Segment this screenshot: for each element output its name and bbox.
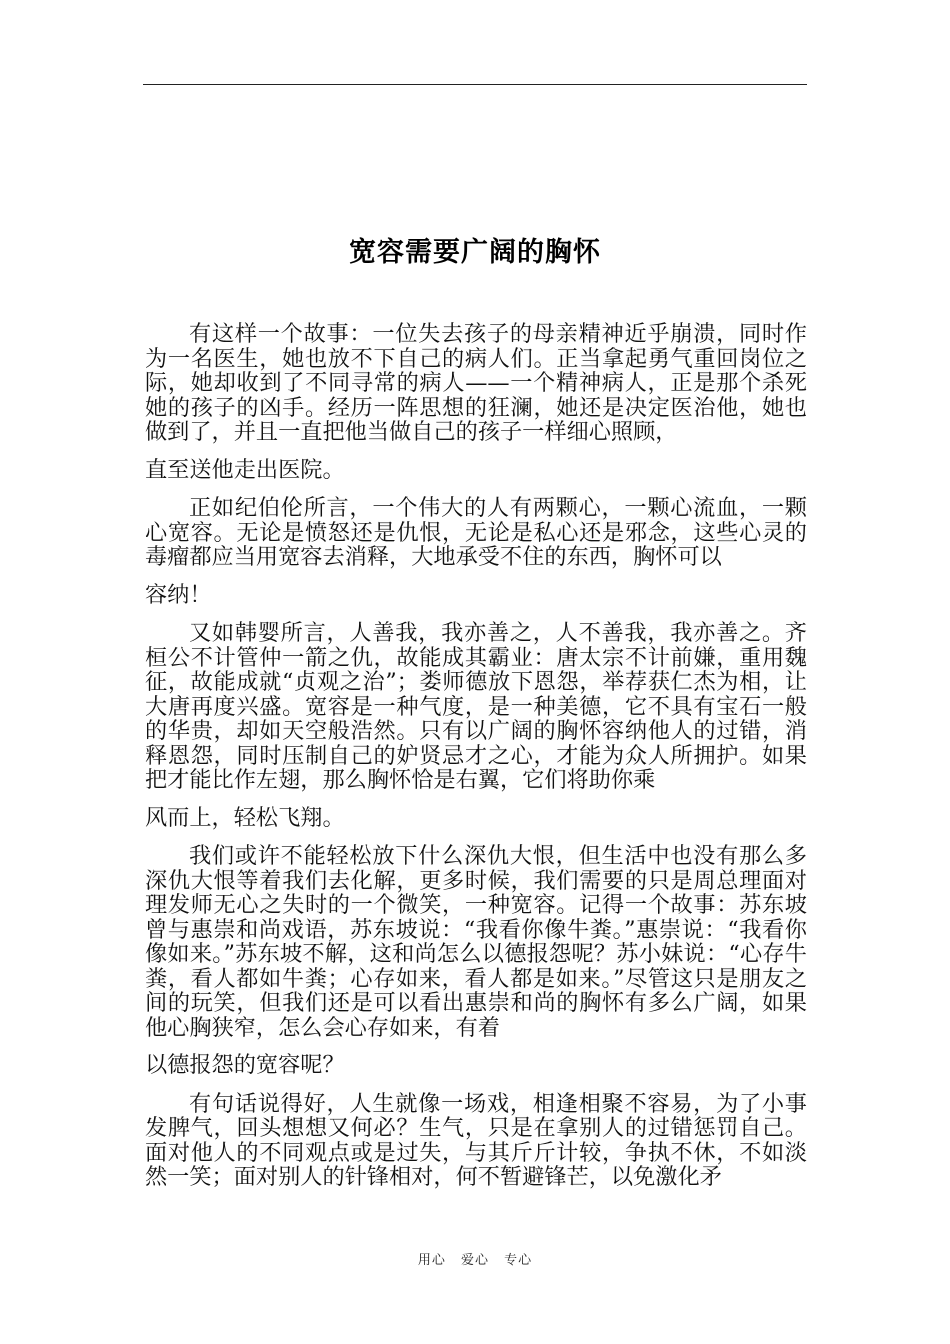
paragraph-5-text: 有句话说得好，人生就像一场戏，相逢相聚不容易，为了小事发脾气，回头想想又何必？生气，只是在拿别人的过错惩罚自己。面对他人的不同观点或是过失，与其斤斤计较，争执不休，不如淡然一笑；面对别人的针锋相对，何不暂避锋芒，以免激化矛 bbox=[145, 1090, 807, 1190]
paragraph-3-text: 又如韩婴所言，人善我，我亦善之，人不善我，我亦善之。齐桓公不计管仲一箭之仇，故能成其霸业：唐太宗不计前嫌，重用魏征，故能成就“贞观之治”；娄师德放下恩怨，举荐获仁杰为相，让大唐再度兴盛。宽容是一种气度，是一种美德，它不具有宝石一般的华贵，却如天空般浩然。只有以广阔的胸怀容纳他人的过错，消释恩怨，同时压制自己的妒贤忌才之心，才能为众人所拥护。如果把才能比作左翅，那么胸怀恰是右翼，它们将助你乘 bbox=[145, 620, 807, 793]
header-rule bbox=[143, 84, 807, 85]
paragraph-1-text: 有这样一个故事：一位失去孩子的母亲精神近乎崩溃，同时作为一名医生，她也放不下自己的病人们。正当拿起勇气重回岗位之际，她却收到了不同寻常的病人——一个精神病人，正是那个杀死她的孩子的凶手。经历一阵思想的狂澜，她还是决定医治他，她也做到了，并且一直把他当做自己的孩子一样细心照顾， bbox=[145, 321, 807, 445]
paragraph-3-last-line: 风而上，轻松飞翔。 bbox=[145, 804, 345, 831]
paragraph-1-last-line: 直至送他走出医院。 bbox=[145, 456, 345, 483]
paragraph-4 bbox=[145, 844, 807, 1078]
paragraph-5 bbox=[145, 1092, 807, 1190]
document-title: 宽容需要广阔的胸怀 bbox=[349, 237, 601, 268]
paragraph-3 bbox=[145, 621, 807, 830]
paragraph-4-last-line: 以德报怨的宽容呢？ bbox=[145, 1052, 345, 1078]
document-body bbox=[145, 322, 807, 1204]
paragraph-2-text: 正如纪伯伦所言，一个伟大的人有两颗心，一颗心流血，一颗心宽容。无论是愤怒还是仇恨，无论是私心还是邪念，这些心灵的毒瘤都应当用宽容去消释，大地承受不住的东西，胸怀可以 bbox=[145, 495, 807, 570]
paragraph-1 bbox=[145, 322, 807, 482]
paragraph-4-text: 我们或许不能轻松放下什么深仇大恨，但生活中也没有那么多深仇大恨等着我们去化解，更多时候，我们需要的只是周总理面对理发师无心之失时的一个微笑，一种宽容。记得一个故事：苏东坡曾与惠崇和尚戏语，苏东坡说：“我看你像牛粪。”惠崇说：“我看你像如来。”苏东坡不解，这和尚怎么以德报怨呢？苏小妹说：“心存牛粪，看人都如牛粪；心存如来，看人都是如来。”尽管这只是朋友之间的玩笑，但我们还是可以看出惠崇和尚的胸怀有多么广阔，如果他心胸狭窄，怎么会心存如来，有着 bbox=[145, 843, 807, 1041]
paragraph-2 bbox=[145, 496, 807, 607]
page-footer: 用心 爱心 专心 bbox=[417, 1253, 533, 1268]
paragraph-2-last-line: 容纳！ bbox=[145, 581, 212, 608]
